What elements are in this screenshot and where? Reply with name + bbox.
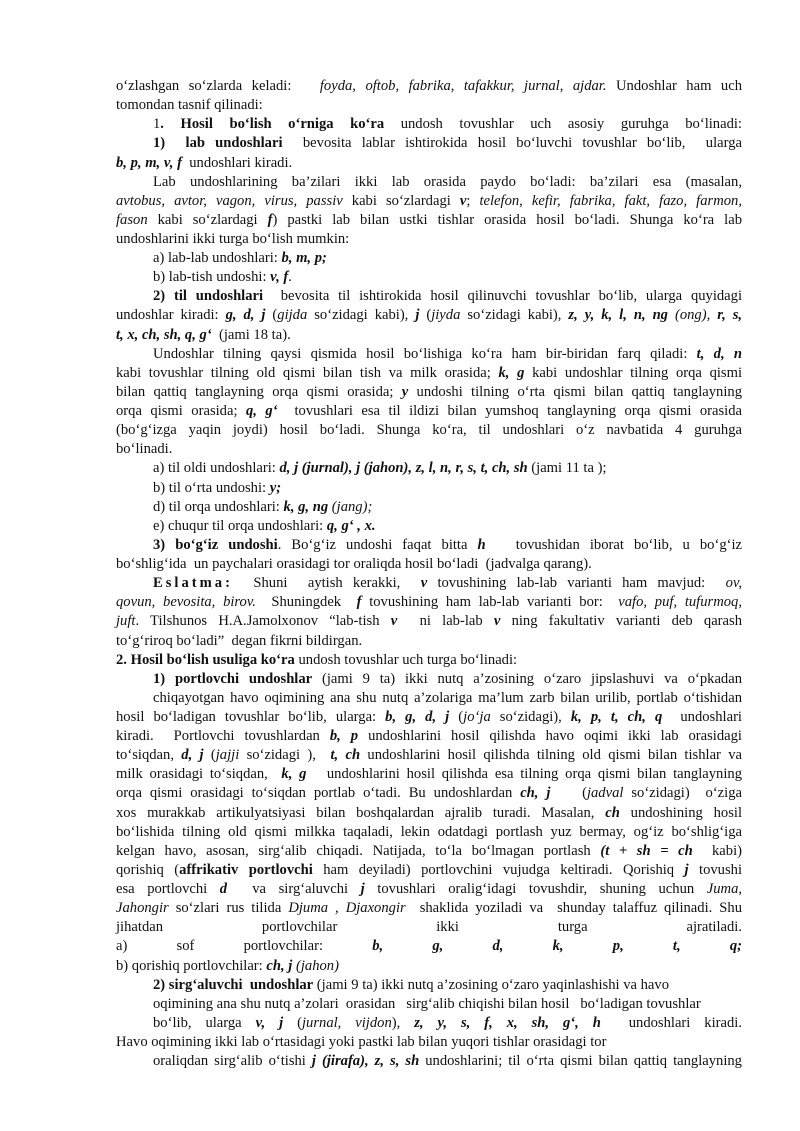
text-line: a) til oldi undoshlari: d, j (jurnal), j (jahon), z, l, n, r, s, t, ch, sh (jami 11 ta ); — [153, 460, 607, 477]
text-line: hosil bo‘ladigan tovushlar bo‘lib, ularga: b, g, d, j (jo‘ja so‘zidagi), k, p, t, ch, q undoshlari — [116, 709, 742, 725]
text-line: jihatdan portlovchilar ikki turga ajratiladi. — [116, 919, 742, 936]
text-line: kiradi. Portlovchi tovushlardan b, p undoshlarini hosil qilishda havo oqimi ikki lab orasidagi — [116, 728, 742, 745]
text-line: oraliqdan sirg‘alib o‘tishi j (jirafa), z, s, sh undoshlarini; til o‘rta qismi bilan qattiq tanglayning — [153, 1053, 742, 1070]
text-line: b) til o‘rta undoshi: y; — [153, 479, 282, 496]
text-line — [116, 77, 742, 96]
text-line: milk orasidagi to‘siqdan, k, g undoshlarini hosil qilishda esa tilning orqa qismi bilan tanglayning — [116, 766, 743, 783]
text-line: kelgan havo, asosan, sirg‘alib chiqadi. Natijada, to‘la bo‘lmagan portlash (t + sh = ch kabi) — [116, 842, 743, 859]
text-line: a) sof portlovchilar: b, g, d, k, p, t, q; — [116, 938, 742, 955]
text-line: orqa qismi orasida; q, g‘ tovushlari esa til ildizi bilan yumshoq tanglayning orqa qismi orasida — [116, 403, 742, 419]
text-line: Eslatma: Shuni aytish kerakki, v tovushining lab-lab varianti ham mavjud: ov, — [153, 575, 742, 592]
text-line: b, p, m, v, f undoshlari kiradi. — [116, 154, 293, 171]
text-line: undoshlarini ikki turga bo‘lish mumkin: — [116, 231, 350, 247]
text-line: fason kabi so‘zlardagi f) pastki lab bilan ustki tishlar orasida hosil bo‘ladi. Shunga ko‘ra lab — [116, 211, 742, 228]
text-line: Havo oqimining ikki lab o‘rtasidagi yoki pastki lab bilan yuqori tishlar orasidagi tor — [116, 1034, 607, 1050]
text-line: to‘g‘riroq bo‘ladi” degan fikrni bildirgan. — [116, 632, 363, 649]
text-line: 1) portlovchi undoshlar (jami 9 ta) ikki nutq a’zosining o‘zaro jipslashuvi va o‘pkadan — [153, 670, 742, 687]
text-line: to‘siqdan, d, j (jajji so‘zidagi ), t, ch undoshlarini hosil qilishda tilning old qismi bilan tishlar va — [116, 747, 742, 764]
text-line: b) lab-tish undoshi: v, f. — [153, 269, 292, 286]
text-line: bo‘lib, ularga v, j (jurnal, vijdon), z, y, s, f, x, sh, g‘, h undoshlari kiradi. — [153, 1014, 742, 1031]
text-line: 3) bo‘g‘iz undoshi. Bo‘g‘iz undoshi faqat bitta h tovushidan iborat bo‘lib, u bo‘g‘iz — [153, 536, 743, 553]
text-line: avtobus, avtor, vagon, virus, passiv kabi so‘zlardagi v; telefon, kefir, fabrika, fakt, fazo, farmon, — [116, 192, 742, 209]
text-line: e) chuqur til orqa undoshlari: q, g‘ , x. — [153, 517, 376, 534]
text-line: bo‘linadi. — [116, 441, 173, 458]
text-line: Undoshlar tilning qaysi qismida hosil bo‘lishiga ko‘ra ham bir-biridan farq qiladi: t, d, n — [153, 345, 742, 362]
text-line: 1) lab undoshlari bevosita lablar ishtirokida hosil bo‘luvchi tovushlar bo‘lib, ularga — [153, 135, 742, 152]
text-line: (bo‘g‘izga yaqin joydi) hosil bo‘ladi. Shunga ko‘ra, til undoshlari o‘z navbatida 4 guruhga — [116, 422, 742, 439]
text-line: Lab undoshlarining ba’zilari ikki lab orasida paydo bo‘ladi: ba’zilari esa (masalan, — [153, 173, 742, 190]
text-line: xos murakkab artikulyatsiyasi bilan boshqalardan ajralib turadi. Masalan, ch undoshining hosil — [116, 804, 742, 821]
text-line: bo‘lishida tilning old qismi milkka taqaladi, lekin odatdagi portlash yuz bermay, og‘iz bo‘shlig‘iga — [116, 823, 742, 840]
text-line: Jahongir so‘zlari rus tilida Djuma , Djaxongir shaklida yoziladi va shunday talaffuz qilinadi. Shu — [116, 900, 742, 917]
text-line: a) lab-lab undoshlari: b, m, p; — [153, 250, 327, 267]
text-line: t, x, ch, sh, q, g‘ (jami 18 ta). — [116, 326, 291, 343]
text-line: chiqayotgan havo oqimining ana shu nutq a’zolariga ma’lum zarb bilan urilib, portlab o‘tishidan — [153, 689, 742, 706]
text-line: 2) til undoshlari bevosita til ishtirokida hosil qilinuvchi tovushlar bo‘lib, ularga quyidagi — [153, 288, 743, 305]
text-line: qorishiq (affrikativ portlovchi ham deyiladi) portlovchini vujudga keltiradi. Qorishiq j tovushi — [116, 861, 743, 878]
text-line: d) til orqa undoshlari: k, g, ng (jang); — [153, 498, 373, 515]
text-line: bilan qattiq tanglayning orqa qismi orasida; y undoshi tilning o‘rta qismi bilan qattiq tanglayning — [116, 383, 742, 400]
text-line: kabi tovushlar tilning old qismi bilan tish va milk orasida; k, g kabi undoshlar tilning orqa qismi — [116, 364, 743, 381]
text-line: oqimining ana shu nutq a’zolari orasidan sirg‘alib chiqishi bilan hosil bo‘ladigan tovushlar — [153, 995, 701, 1012]
text-run: o‘zlashgan so‘zlarda keladi: foyda, oftob, fabrika, tafakkur, jurnal, ajdar. Undoshlar ham uch — [116, 78, 742, 94]
text-line: juft. Tilshunos H.A.Jamolxonov “lab-tish v ni lab-lab v ning fakultativ varianti deb qarash — [116, 613, 742, 630]
text-line: qovun, bevosita, birov. Shuningdek f tovushining ham lab-lab varianti bor: vafo, puf, tufurmoq, — [116, 594, 742, 611]
text-line: esa portlovchi d va sirg‘aluvchi j tovushlari oralig‘idagi tovushdir, shuning uchun Juma, — [116, 881, 743, 897]
text-line: orqa qismi orasidagi to‘siqdan portlab o‘tadi. Bu undoshlardan ch, j (jadval so‘zidagi) o‘ziga — [116, 785, 742, 802]
text-line: tomondan tasnif qilinadi: — [116, 97, 263, 114]
text-line: undoshlar kiradi: g, d, j (gijda so‘zidagi kabi), j (jiyda so‘zidagi kabi), z, y, k, l, n, ng (ong), r, s, — [116, 307, 743, 324]
text-line: 2. Hosil bo‘lish usuliga ko‘ra undosh tovushlar uch turga bo‘linadi: — [116, 651, 518, 668]
text-line: b) qorishiq portlovchilar: ch, j (jahon) — [116, 957, 339, 974]
text-line: 2) sirg‘aluvchi undoshlar (jami 9 ta) ikki nutq a’zosining o‘zaro yaqinlashishi va havo — [153, 976, 669, 993]
text-line: 1. Hosil bo‘lish o‘rniga ko‘ra undosh tovushlar uch asosiy guruhga bo‘linadi: — [153, 116, 742, 133]
text-line: bo‘shlig‘ida un paychalari orasidagi tor oraliqda hosil bo‘ladi (jadvalga qarang). — [116, 556, 592, 572]
